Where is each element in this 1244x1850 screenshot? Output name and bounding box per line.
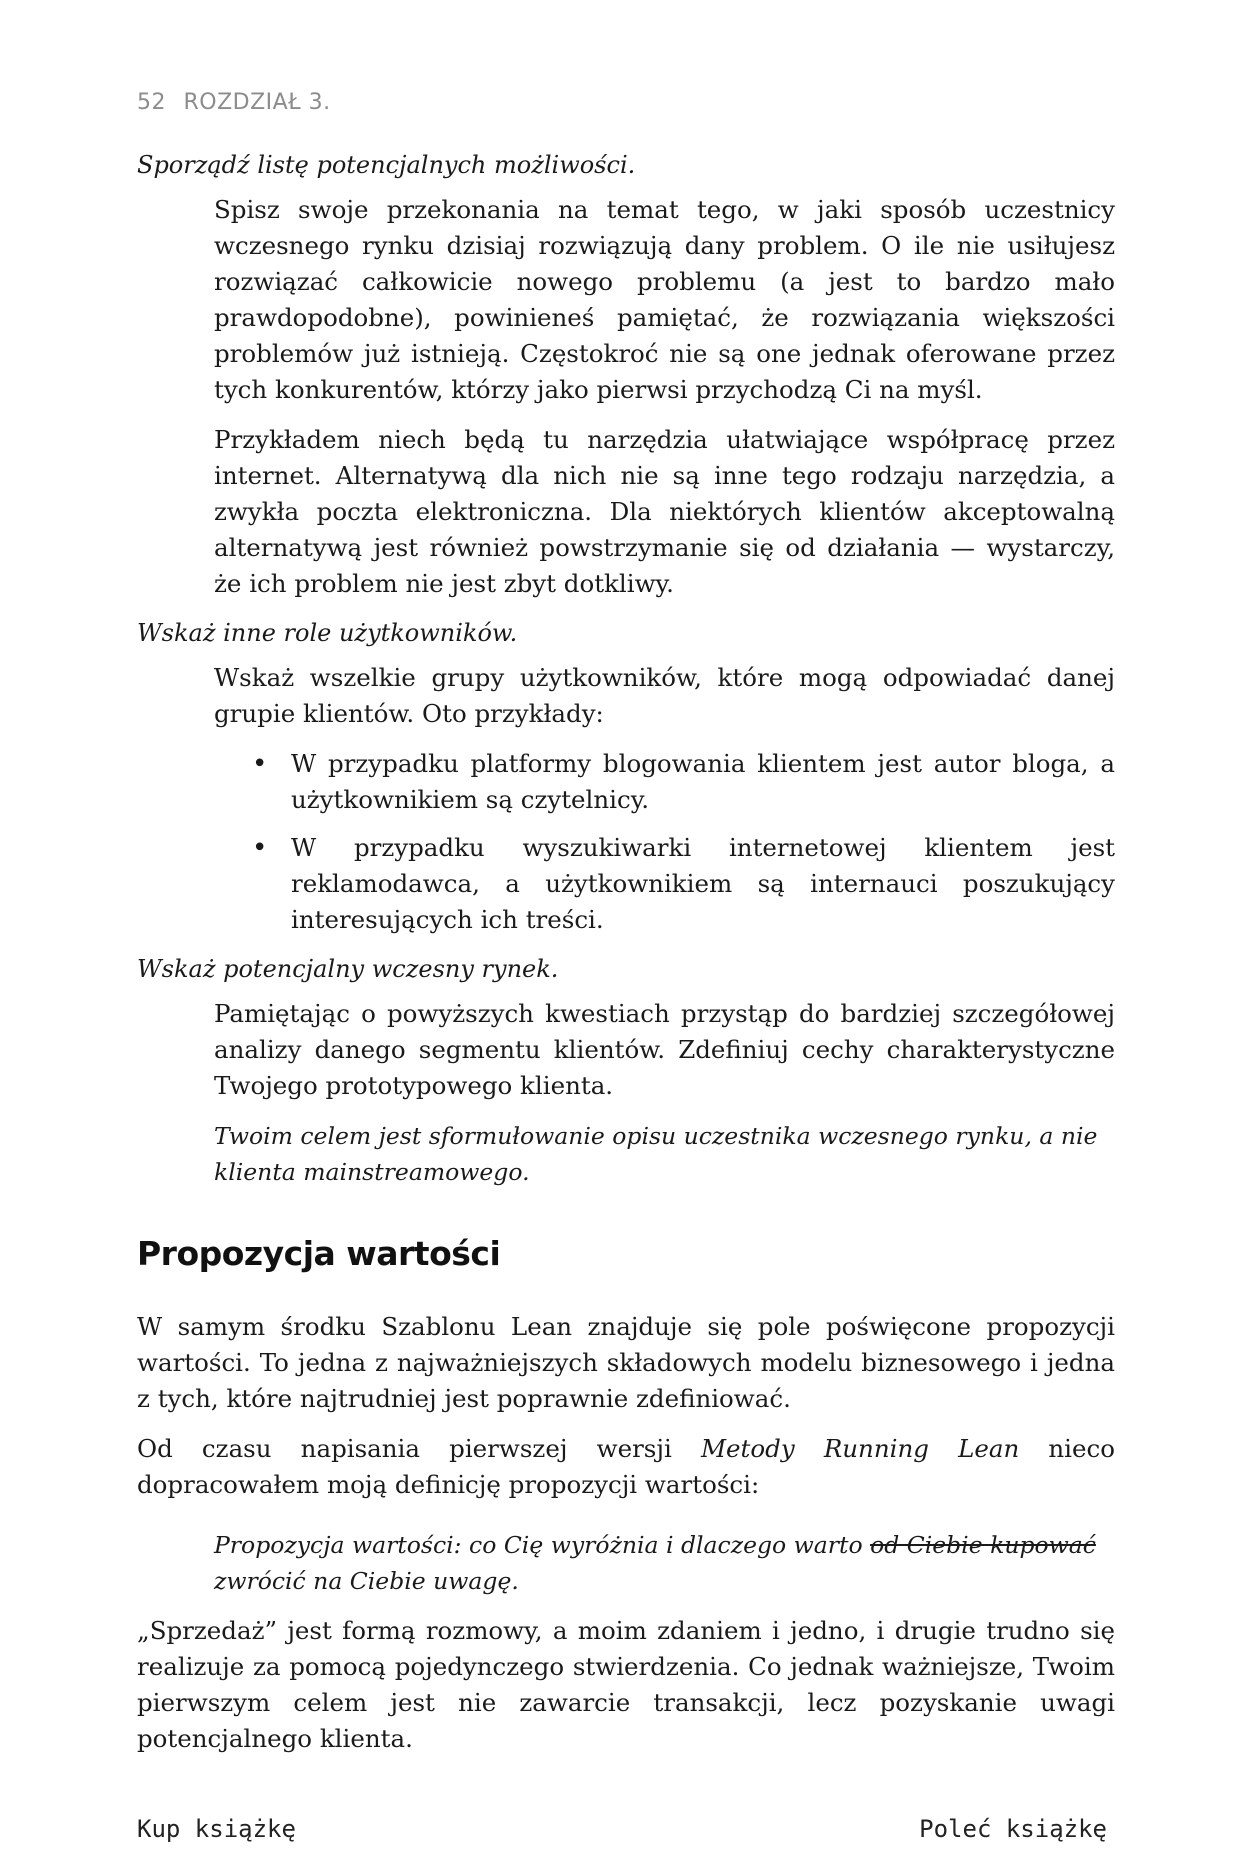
definition-term: Wskaż inne role użytkowników. — [137, 619, 518, 647]
text-run: zwrócić na Ciebie uwagę. — [214, 1566, 519, 1595]
paragraph: W samym środku Szablonu Lean znajduje się pole poświęcone propozycji wartości. To jedna z najważniejszych składowych modelu biznesowego i jedna z tych, które najtrudniej jest poprawnie zdefiniować. — [137, 1312, 1115, 1413]
paragraph: Wskaż wszelkie grupy użytkowników, które mogą odpowiadać danej grupie klientów. Oto przykłady: — [214, 663, 1115, 728]
definition-quote — [214, 1527, 1115, 1599]
chapter-label: ROZDZIAŁ 3. — [183, 90, 331, 115]
paragraph: Spisz swoje przekonania na temat tego, w jaki sposób uczestnicy wczesnego rynku dzisiaj rozwiązują dany problem. O ile nie usiłujesz rozwiązać całkowicie nowego problemu (a jest to bardzo mało prawdopodobne), powinieneś pamiętać, że rozwiązania większości problemów już istnieją. Częstokroć nie są one jednak oferowane przez tych konkurentów, którzy jako pierwsi przychodzą Ci na myśl. — [214, 195, 1115, 404]
buy-book-link[interactable]: Kup książkę — [137, 1815, 296, 1843]
page-content — [137, 148, 1115, 1771]
paragraph: Przykładem niech będą tu narzędzia ułatwiające współpracę przez internet. Alternatywą dla nich nie są inne tego rodzaju narzędzia, a zwykła poczta elektroniczna. Dla niektórych klientów akceptowalną alternatywą jest również powstrzymanie się od działania — wystarczy, że ich problem nie jest zbyt dotkliwy. — [214, 425, 1115, 598]
text-run: Propozycja wartości: co Cię wyróżnia i dlaczego warto — [214, 1530, 871, 1559]
paragraph — [137, 1431, 1115, 1503]
definition-term: Sporządź listę potencjalnych możliwości. — [137, 151, 636, 179]
definition-term: Wskaż potencjalny wczesny rynek. — [137, 955, 559, 983]
text-run: nieco dopracowałem moją definicję propozycji wartości: — [137, 1434, 1115, 1499]
page-number: 52 — [137, 90, 166, 115]
struck-text: od Ciebie kupować — [870, 1530, 1096, 1559]
definition-body — [214, 660, 1115, 938]
text-run: Od czasu napisania pierwszej wersji — [137, 1434, 701, 1463]
paragraph: Pamiętając o powyższych kwestiach przystąp do bardziej szczegółowej analizy danego segmentu klientów. Zdefiniuj cechy charakterystyczne Twojego prototypowego klienta. — [214, 999, 1115, 1100]
note: Twoim celem jest sformułowanie opisu uczestnika wczesnego rynku, a nie klienta mainstreamowego. — [214, 1122, 1098, 1186]
definition-body — [214, 996, 1115, 1190]
definition-body — [214, 192, 1115, 602]
running-head — [137, 90, 331, 115]
list-item: • W przypadku wyszukiwarki internetowej klientem jest reklamodawca, a użytkownikiem są internauci poszukujący interesujących ich treści. — [214, 830, 1115, 938]
book-title: Metody Running Lean — [700, 1434, 1020, 1463]
bullet-list — [214, 746, 1115, 938]
recommend-book-link[interactable]: Poleć książkę — [919, 1815, 1107, 1843]
list-item: • W przypadku platformy blogowania klientem jest autor bloga, a użytkownikiem są czytelnicy. — [214, 746, 1115, 818]
paragraph: „Sprzedaż” jest formą rozmowy, a moim zdaniem i jedno, i drugie trudno się realizuje za pomocą pojedynczego stwierdzenia. Co jednak ważniejsze, Twoim pierwszym celem jest nie zawarcie transakcji, lecz pozyskanie uwagi potencjalnego klienta. — [137, 1615, 1115, 1753]
section-heading: Propozycja wartości — [137, 1234, 501, 1273]
